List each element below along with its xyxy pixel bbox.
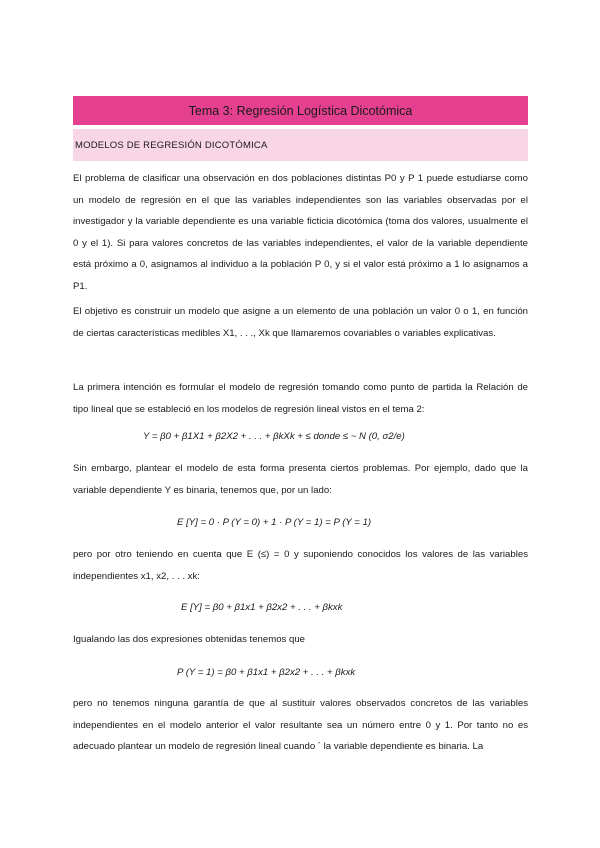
- paragraph-other-side: pero por otro teniendo en cuenta que E (≤) = 0 y suponiendo conocidos los valores de las variables independientes x1, x2, . . . xk:: [73, 549, 528, 582]
- formula-expectation-linear: E [Y] = β0 + β1x1 + β2x2 + . . . + βkxk: [181, 602, 343, 613]
- formula-expectation-binary: E [Y] = 0 · P (Y = 0) + 1 · P (Y = 1) = P (Y = 1): [177, 517, 372, 528]
- paragraph-intro: El problema de clasificar una observación en dos poblaciones distintas P0 y P 1 puede estudiarse como un modelo de regresión en el que las variables independientes son las variables observadas por el investigador y la variable dependiente es una variable ficticia dicotómica (toma dos valores, usualmente el 0 y el 1). Si para valores concretos de las variables independientes, el valor de la variable dependiente está próximo a 0, asignamos al individuo a la población P 0, y si el valor está próximo a 1 lo asignamos a P1.: [73, 173, 528, 292]
- paragraph-conclusion: pero no tenemos ninguna garantía de que al sustituir valores observados concretos de las variables independientes en el modelo anterior el valor resultante sea un número entre 0 y 1. Por tanto no es adecuado plantear un modelo de regresión lineal cuando ´ la variable dependiente es binaria. La: [73, 698, 528, 752]
- paragraph-first-intention: La primera intención es formular el modelo de regresión tomando como punto de partida la Relación de tipo lineal que se estableció en los modelos de regresión lineal vistos en el tema 2:: [73, 382, 528, 415]
- formula-linear-model: Y = β0 + β1X1 + β2X2 + . . . + βkXk + ≤ donde ≤ ~ N (0, σ2/e): [143, 431, 405, 442]
- section-heading: MODELOS DE REGRESIÓN DICOTÓMICA: [73, 129, 528, 161]
- formula-probability: P (Y = 1) = β0 + β1x1 + β2x2 + . . . + βkxk: [177, 667, 356, 678]
- paragraph-objective: El objetivo es construir un modelo que asigne a un elemento de una población un valor 0 o 1, en función de ciertas características medibles X1, . . ., Xk que llamaremos covariables o variables explicativas.: [73, 306, 528, 339]
- page-title: Tema 3: Regresión Logística Dicotómica: [73, 96, 528, 125]
- paragraph-problems: Sin embargo, plantear el modelo de esta forma presenta ciertos problemas. Por ejemplo, dado que la variable dependiente Y es binaria, tenemos que, por un lado:: [73, 463, 528, 496]
- paragraph-equating: Igualando las dos expresiones obtenidas tenemos que: [73, 634, 306, 645]
